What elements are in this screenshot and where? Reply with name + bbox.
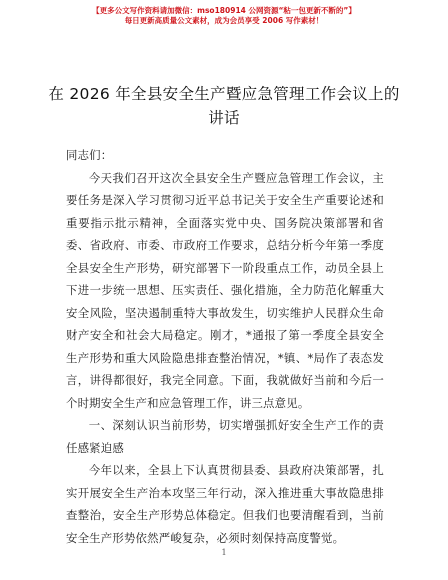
promo-banner [0,6,448,26]
promo-line-2: 每日更新高质量公文素材，成为会员享受 2006 写作素材！ [124,16,324,25]
promo-line-1: 【更多公文写作资料请加微信：mso180914 公网资源“粘一包更新不断的”】 [92,6,356,15]
page-number: 1 [221,548,227,557]
document-body [66,144,384,549]
paragraph-section-1: 今年以来，全县上下认真贯彻县委、县政府决策部署，扎实开展安全生产治本攻坚三年行动，深入推进重大事故隐患排查整治，安全生产形势总体稳定。但我们也要清醒看到，当前安全生产形势依然严峻复杂，必须时刻保持高度警觉。 [66,463,384,545]
document-title: 在 2026 年全县安全生产暨应急管理工作会议上的讲话 [48,85,400,127]
salutation: 同志们： [66,148,113,162]
paragraph-intro: 今天我们召开这次全县安全生产暨应急管理工作会议，主要任务是深入学习贯彻习近平总书记关于安全生产重要论述和重要指示批示精神，全面落实党中央、国务院决策部署和省委、省政府、市委、市政府工作要求，总结分析今年第一季度全县安全生产形势，研究部署下一阶段重点工作，动员全县上下进一步统一思想、压实责任、强化措施，全力防范化解重大安全风险，坚决遏制重特大事故发生，切实维护人民群众生命财产安全和社会大局稳定。刚才，*通报了第一季度全县安全生产形势和重大风险隐患排查整治情况，*镇、*局作了表态发言，讲得都很好，我完全同意。下面，我就做好当前和今后一个时期安全生产和应急管理工作，讲三点意见。 [66,170,384,410]
section-heading-1: 一、深刻认识当前形势，切实增强抓好安全生产工作的责任感紧迫感 [66,418,384,455]
